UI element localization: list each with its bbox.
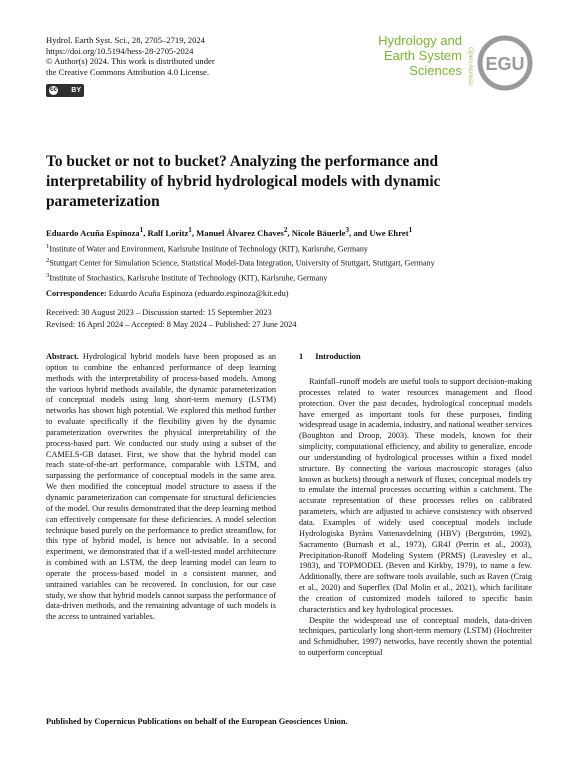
affiliation-item: $^1$Institute of Water and Environment, Karlsruhe Institute of Technology (KIT), Karlsruhe, Germany: [46, 243, 368, 254]
abstract-text: Hydrological hybrid models have been proposed as an option to combine the enhanced performance of deep learning methods with the interpretability of process-based models. Among the various hybrid methods available, the dynamic parameterization of conceptual models using long short-term memory (LSTM) networks has shown high potential. We explored this method further to evaluate specifically if the flexibility given by the dynamic parameterization overwrites the physical interpretability of the process-based part. We conducted our study using a subset of the CAMELS-GB dataset. First, we show that the hybrid model can reach state-of-the-art performance, comparable with LSTM, and surpassing the performance of conceptual models in the same area. We then modified the conceptual model structure to assess if the dynamic parameterization can compensate for structural deficiencies of the model. Our results demonstrated that the deep learning method can effectively compensate for these deficiencies. A model selection technique based purely on the performance to predict streamflow, for this type of hybrid model, is hence not advisable. In a second experiment, we demonstrated that if a well-tested model architecture is combined with an LSTM, the deep learning model can learn to operate the process-based model in a consistent manner, and untrained variables can be recovered. In conclusion, for our case study, we show that hybrid models cannot surpass the performance of data-driven methods, and the remaining advantage of such models is the access to untrained variables.: [46, 352, 277, 622]
date-line: Received: 30 August 2023 – Discussion started: 15 September 2023: [46, 308, 272, 317]
affiliation-item: $^3$Institute of Stochastics, Karlsruhe Institute of Technology (KIT), Karlsruhe, Germany: [46, 271, 328, 283]
introduction-body: [299, 377, 532, 659]
affiliation-list: [46, 241, 546, 284]
author-name: Manuel Álvarez Chaves: [196, 227, 284, 238]
author-affiliation-sup: 2: [283, 226, 288, 234]
author-affiliation-sup: 1: [188, 226, 192, 234]
author-affiliation-sup: 1: [408, 226, 413, 234]
section-number: 1: [299, 352, 304, 361]
abstract: [46, 352, 276, 623]
abstract-label: Abstract.: [46, 352, 79, 361]
author-affiliation-sup: 3: [345, 226, 350, 234]
author-list: Eduardo Acuña Espinoza$^1$, Ralf Loritz$^1$, Manuel Álvarez Chaves$^2$, Nicole Bäuerle$^3$, and Uwe Ehret$^1$: [46, 226, 413, 238]
cc-by-license-badge[interactable]: [46, 84, 84, 97]
copyright-line: © Author(s) 2024. This work is distributed under: [46, 56, 215, 67]
journal-name-line: Earth System: [383, 48, 462, 63]
paragraph: Rainfall–runoff models are useful tools to support decision-making processes related to water resources management and flood protection. Over the past decades, hydrological conceptual models have emerged as important tools for these purposes, finding widespread usage in academia, industry, and national weather services (Boughton and Droop, 2003). These models, known for their simplicity, computational efficiency, and ability to generalize, encode our understanding of hydrological processes within a fixed model structure. By connecting the various macroscopic storages (also known as buckets) through a network of fluxes, conceptual models try to emulate the internal processes occurring within a catchment. The accurate representation of these processes relies on calibrated parameters, which are adjusted to achieve consistency with observed data. Examples of widely used conceptual models include Hydrologiska Byråns Vattenavdelning (HBV) (Bergström, 1992), Sacramento (Burnash et al., 1973), GR4J (Perrin et al., 2003), Precipitation-Runoff Modeling System (PRMS) (Leavesley et al., 1983), and TOPMODEL (Beven and Kirkby, 1979), to name a few. Additionally, there are software tools available, such as Raven (Craig et al., 2020) and Superflex (Dal Molin et al., 2021), which facilitate the creation of customized models tailored to specific basin characteristics and key hydrological processes.: [299, 377, 532, 614]
by-label: BY: [71, 87, 81, 94]
affiliation-item: $^2$Stuttgart Center for Simulation Science, Statistical Model-Data Integration, University of Stuttgart, Stuttgart, Germany: [46, 257, 435, 269]
license-line: the Creative Commons Attribution 4.0 License.: [46, 66, 210, 77]
journal-citation-block: [46, 35, 215, 77]
author-name: Ralf Loritz: [147, 227, 189, 238]
correspondence: [46, 289, 289, 298]
author-name: Nicole Bäuerle: [291, 227, 346, 238]
paragraph: Despite the widespread use of conceptual models, data-driven techniques, particularly long short-term memory (LSTM) (Hochreiter and Schmidhuber, 1997) networks, have recently shown the potential to outperform conceptual: [299, 615, 532, 658]
publication-dates: [46, 307, 297, 331]
correspondence-label: Correspondence:: [46, 289, 107, 298]
journal-name-line: Hydrology and: [378, 33, 462, 48]
open-access-label: Open Access: [467, 46, 474, 86]
author-name: Uwe Ehret: [369, 227, 409, 238]
correspondence-text[interactable]: Eduardo Acuña Espinoza (eduardo.espinoza@kit.edu): [108, 289, 289, 298]
author-name: Eduardo Acuña Espinoza: [46, 227, 140, 238]
egu-logo-text: EGU: [485, 54, 525, 74]
section-title: Introduction: [315, 352, 361, 361]
doi-link[interactable]: https://doi.org/10.5194/hess-28-2705-2024: [46, 45, 194, 56]
publisher-footer: Published by Copernicus Publications on behalf of the European Geosciences Union.: [46, 717, 348, 726]
journal-name-line: Sciences: [409, 63, 462, 78]
egu-logo: [476, 34, 534, 92]
author-affiliation-sup: 1: [139, 226, 144, 234]
citation-line: Hydrol. Earth Syst. Sci., 28, 2705–2719, 2024: [46, 35, 205, 45]
cc-icon: cc: [50, 87, 57, 93]
journal-name: [378, 33, 462, 78]
section-heading-introduction: [299, 352, 361, 361]
date-line: Revised: 16 April 2024 – Accepted: 8 May 2024 – Published: 27 June 2024: [46, 320, 297, 330]
paper-title: To bucket or not to bucket? Analyzing the performance and interpretability of hybrid hydrological models with dynamic parameterization: [46, 153, 441, 210]
